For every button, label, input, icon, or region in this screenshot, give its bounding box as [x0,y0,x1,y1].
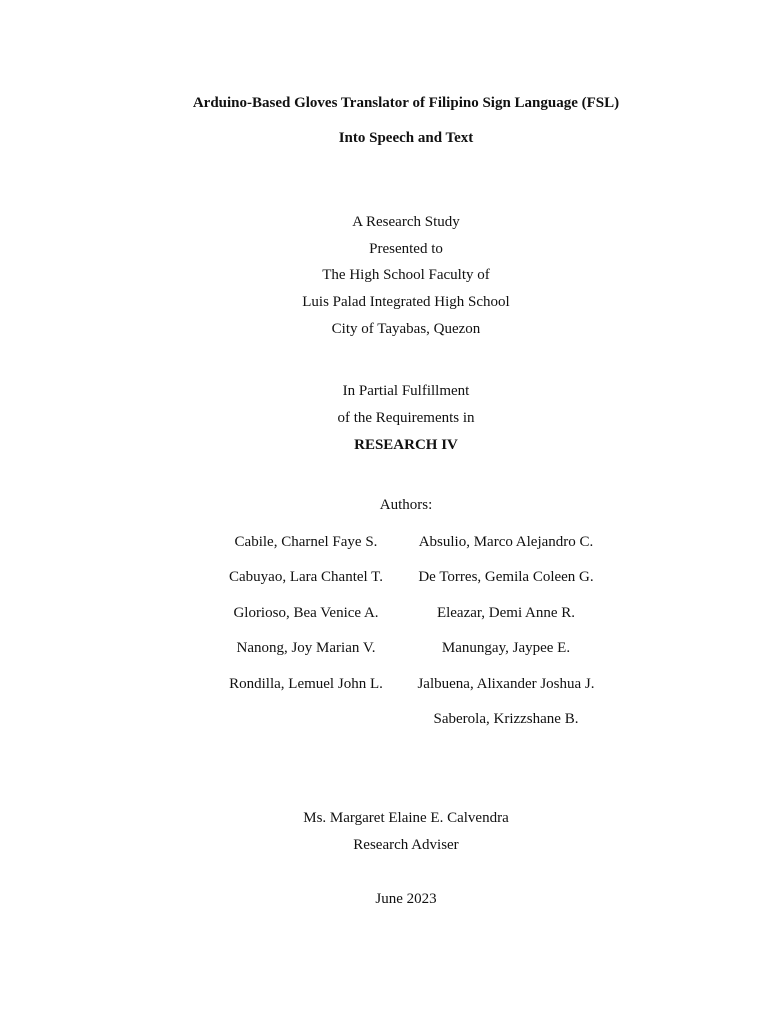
author-right-4: Manungay, Jaypee E. [441,640,571,656]
author-left-1: Cabile, Charnel Faye S. [234,534,378,550]
author-right-2: De Torres, Gemila Coleen G. [418,569,594,585]
author-left-3: Glorioso, Bea Venice A. [233,605,379,621]
author-right-3: Eleazar, Demi Anne R. [436,605,576,621]
presentation-line-3: The High School Faculty of [322,267,490,283]
fulfillment-line-2: of the Requirements in [337,410,475,426]
adviser-name: Ms. Margaret Elaine E. Calvendra [303,810,509,826]
author-left-2: Cabuyao, Lara Chantel T. [229,569,383,585]
author-left-5: Rondilla, Lemuel John L. [229,676,383,692]
author-right-1: Absulio, Marco Alejandro C. [418,534,594,550]
author-right-6: Saberola, Krizzshane B. [433,711,579,727]
course-name: RESEARCH IV [354,437,458,453]
fulfillment-line-1: In Partial Fulfillment [342,383,470,399]
presentation-line-1: A Research Study [352,214,460,230]
school-location: City of Tayabas, Quezon [331,321,481,337]
author-right-5: Jalbuena, Alixander Joshua J. [417,676,595,692]
author-left-4: Nanong, Joy Marian V. [236,640,376,656]
title-line-1: Arduino-Based Gloves Translator of Filipino Sign Language (FSL) [192,95,620,111]
school-name: Luis Palad Integrated High School [302,294,510,310]
presentation-line-2: Presented to [369,241,443,257]
title-line-2: Into Speech and Text [338,130,474,146]
authors-label: Authors: [379,497,433,513]
document-date: June 2023 [375,891,437,907]
adviser-role: Research Adviser [353,837,459,853]
